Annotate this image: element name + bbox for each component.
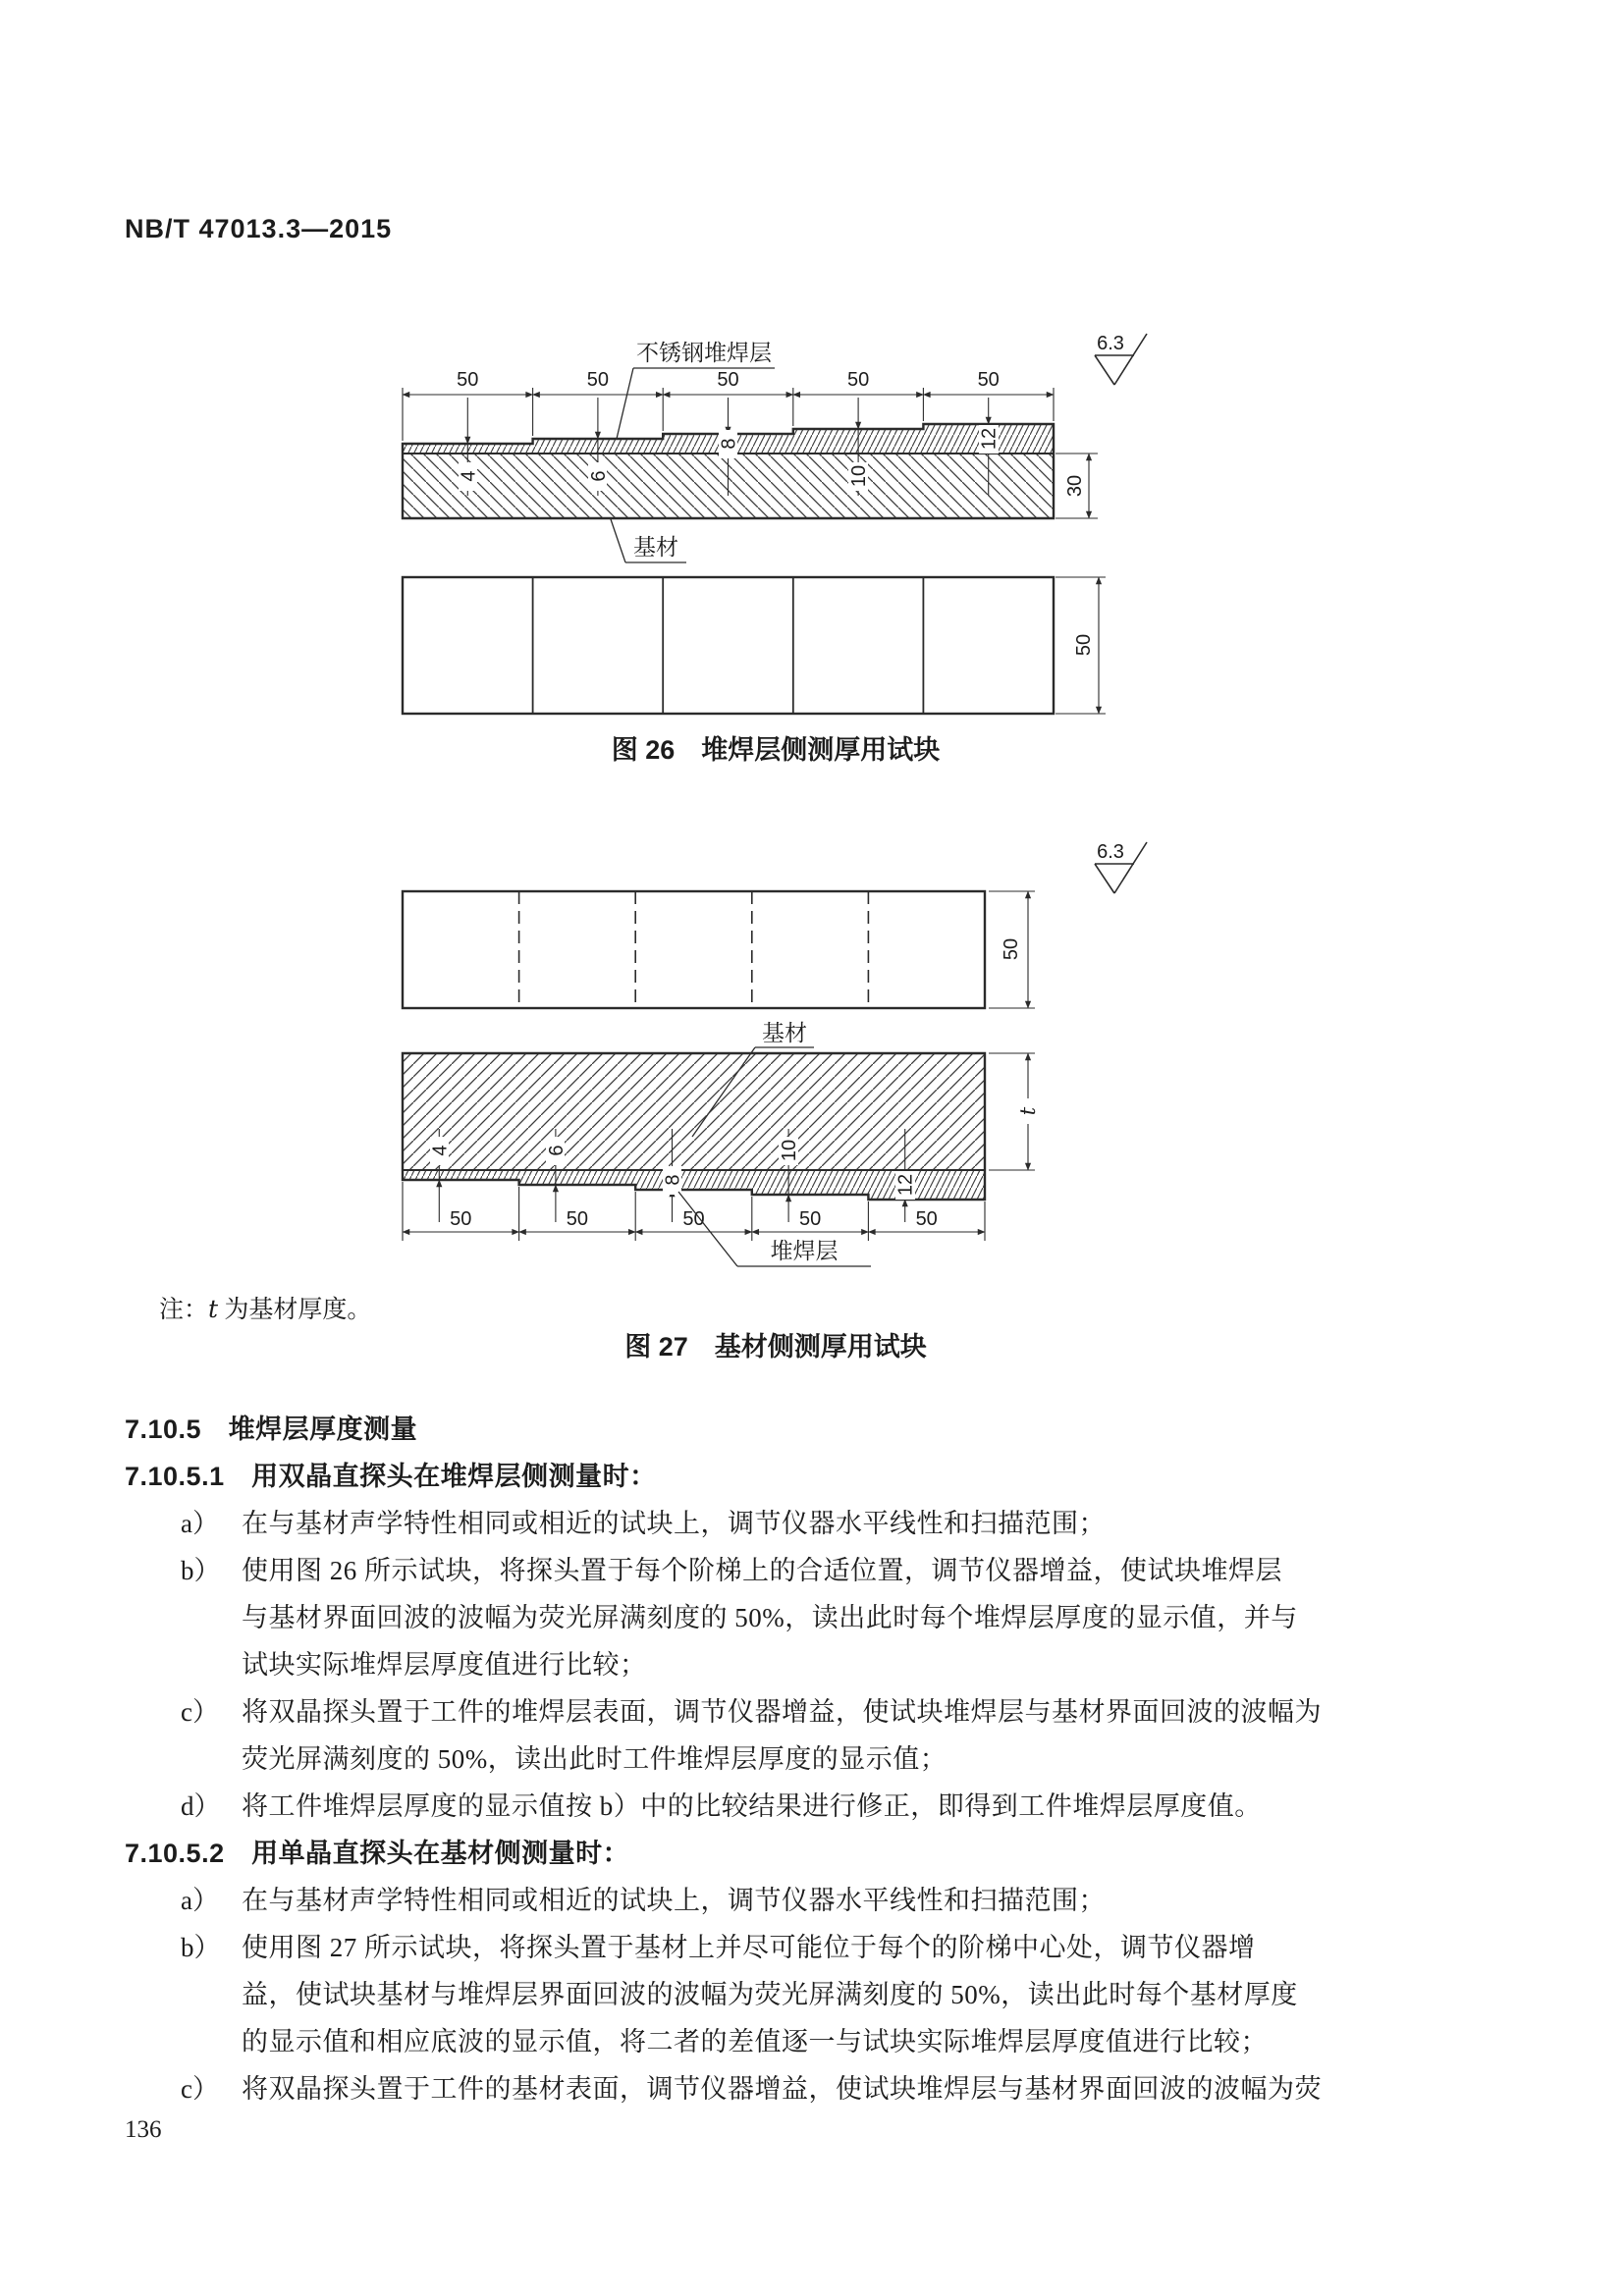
svg-text:50: 50	[798, 1208, 822, 1230]
svg-text:6: 6	[587, 470, 610, 482]
item-label: a）	[181, 1509, 219, 1538]
fig27-roughness-symbol	[1095, 841, 1147, 893]
item-line: 在与基材声学特性相同或相近的试块上，调节仪器水平线性和扫描范围；	[242, 1509, 1106, 1538]
item-label: d）	[181, 1791, 221, 1821]
svg-text:50: 50	[717, 369, 739, 391]
svg-text:50: 50	[977, 369, 1000, 391]
svg-text:12: 12	[894, 1173, 917, 1197]
note-thickness-symbol: t	[208, 1295, 219, 1323]
note-prefix: 注：	[159, 1297, 209, 1323]
svg-text:4: 4	[458, 470, 480, 482]
item-line: 荧光屏满刻度的 50%，读出此时工件堆焊层厚度的显示值；	[242, 1744, 947, 1774]
item-line: 益，使试块基材与堆焊层界面回波的波幅为荧光屏满刻度的 50%，读出此时每个基材厚度	[242, 1980, 1298, 2009]
item-line: 试块实际堆焊层厚度值进行比较；	[242, 1650, 647, 1680]
svg-text:10: 10	[848, 464, 871, 488]
heading-7-10-5-2: 7.10.5.2 用单晶直探头在基材侧测量时：	[125, 1839, 630, 1868]
item-line: 将工件堆焊层厚度的显示值按 b）中的比较结果进行修正，即得到工件堆焊层厚度值。	[242, 1791, 1262, 1821]
item-line: 的显示值和相应底波的显示值，将二者的差值逐一与试块实际堆焊层厚度值进行比较；	[242, 2027, 1268, 2056]
figure-27-caption: 图 27 基材侧测厚用试块	[624, 1332, 927, 1362]
item-label: a）	[181, 1886, 219, 1915]
item-line: 将双晶探头置于工件的堆焊层表面，调节仪器增益，使试块堆焊层与基材界面回波的波幅为	[242, 1697, 1322, 1727]
svg-text:t: t	[1016, 1106, 1040, 1116]
item-line: 在与基材声学特性相同或相近的试块上，调节仪器水平线性和扫描范围；	[242, 1886, 1106, 1915]
svg-text:6: 6	[545, 1145, 568, 1156]
svg-text:8: 8	[662, 1174, 684, 1186]
svg-text:10: 10	[779, 1139, 801, 1162]
svg-text:50: 50	[566, 1208, 589, 1230]
figure-26-caption: 图 26 堆焊层侧测厚用试块	[611, 735, 941, 765]
fig26-roughness-symbol	[1095, 333, 1147, 385]
item-label: b）	[181, 1933, 221, 1962]
svg-text:4: 4	[429, 1145, 452, 1156]
svg-text:6.3: 6.3	[1097, 333, 1124, 354]
note-suffix: 为基材厚度。	[218, 1297, 372, 1323]
svg-text:30: 30	[1064, 474, 1086, 498]
item-line: 与基材界面回波的波幅为荧光屏满刻度的 50%，读出此时每个堆焊层厚度的显示值，并与	[242, 1603, 1298, 1632]
standard-number-header: NB/T 47013.3—2015	[125, 214, 393, 243]
svg-text:50: 50	[1001, 937, 1022, 961]
item-label: b）	[181, 1556, 221, 1585]
svg-text:6.3: 6.3	[1097, 841, 1124, 863]
figure-27-note	[159, 1290, 371, 1325]
fig27-thickness-dimension	[989, 1053, 1040, 1170]
clause-text	[125, 1408, 1519, 2114]
item-label: c）	[181, 1697, 219, 1727]
svg-text:50: 50	[1073, 633, 1095, 657]
svg-text:50: 50	[586, 369, 610, 391]
svg-text:50: 50	[450, 1208, 472, 1230]
svg-text:50: 50	[915, 1208, 938, 1230]
fig26-plan-view	[403, 577, 1106, 714]
heading-7-10-5-1: 7.10.5.1 用双晶直探头在堆焊层侧测量时：	[125, 1462, 657, 1491]
fig27-base-hatch	[403, 1053, 985, 1170]
fig26-overlay-label	[617, 340, 775, 439]
figure-27-drawing	[388, 834, 1164, 1286]
svg-text:基材: 基材	[633, 534, 678, 560]
fig27-plan-view	[403, 891, 1035, 1008]
figure-26-drawing	[388, 329, 1164, 723]
svg-text:基材: 基材	[762, 1020, 807, 1045]
svg-text:8: 8	[718, 438, 740, 450]
item-line: 使用图 27 所示试块，将探头置于基材上并尽可能位于每个的阶梯中心处，调节仪器增	[242, 1933, 1256, 1962]
page-number: 136	[125, 2116, 162, 2143]
svg-text:不锈钢堆焊层: 不锈钢堆焊层	[636, 340, 772, 365]
fig26-base-label	[611, 519, 686, 562]
fig26-base-thickness-dimension	[1056, 454, 1098, 518]
svg-text:50: 50	[846, 369, 870, 391]
item-line: 使用图 26 所示试块，将探头置于每个阶梯上的合适位置，调节仪器增益，使试块堆焊层	[242, 1556, 1282, 1585]
item-label: c）	[181, 2074, 219, 2104]
item-line: 将双晶探头置于工件的基材表面，调节仪器增益，使试块堆焊层与基材界面回波的波幅为荧	[242, 2074, 1322, 2104]
svg-text:50: 50	[682, 1208, 705, 1230]
svg-text:12: 12	[978, 427, 1001, 451]
svg-text:50: 50	[457, 369, 479, 391]
fig27-overlay-label	[678, 1192, 871, 1266]
svg-text:堆焊层: 堆焊层	[770, 1238, 839, 1263]
fig26-top-dimension-labels	[457, 369, 1000, 391]
heading-7-10-5: 7.10.5 堆焊层厚度测量	[125, 1415, 418, 1444]
